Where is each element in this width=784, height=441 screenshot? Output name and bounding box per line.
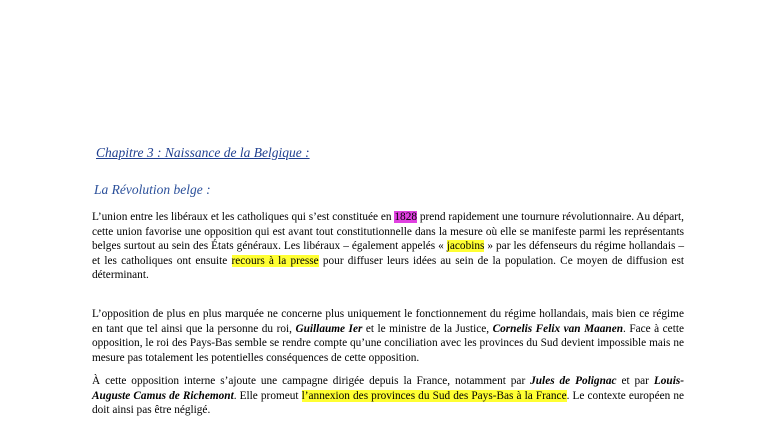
person-name: Jules de Polignac	[530, 375, 617, 387]
paragraph-text: et par	[616, 375, 654, 387]
paragraph-text: » par les défenseurs du régime hollandais – et les catholiques ont ensuite	[92, 240, 684, 267]
person-name: Louis-Auguste Camus de Richemont	[92, 375, 684, 402]
paragraph-text: . Face à cette opposition, le roi des Pays-Bas semble se rendre compte qu’une conciliation avec les provinces du Sud devient impossible mais ne mesure pas totalement les potentielles conséquences de cette opposition.	[92, 322, 684, 364]
paragraph-2	[92, 307, 684, 365]
paragraph-text: . Elle promeut	[233, 389, 302, 402]
section-title: La Révolution belge :	[94, 182, 211, 197]
person-name: Guillaume Ier	[295, 322, 363, 335]
paragraph-text: L’opposition de plus en plus marquée ne concerne plus uniquement le fonctionnement du régime hollandais, mais bien ce régime en tant que tel ainsi que la personne du roi,	[92, 308, 684, 335]
chapter-title: Chapitre 3 : Naissance de la Belgique :	[96, 145, 310, 160]
paragraph-text: L’union entre les libéraux et les catholiques qui s’est constituée en	[92, 211, 395, 223]
highlight-jacobins: jacobins	[446, 240, 485, 253]
paragraph-3	[92, 374, 684, 418]
highlight-annexation: l’annexion des provinces du Sud des Pays-Bas à la France	[301, 389, 567, 402]
highlight-year: 1828	[394, 211, 417, 223]
paragraph-text: À cette opposition interne s’ajoute une campagne dirigée depuis la France, notamment par	[92, 375, 531, 387]
highlight-press: recours à la presse	[231, 254, 319, 267]
paragraph-1	[92, 210, 684, 283]
paragraph-text: pour diffuser leurs idées au sein de la population. Ce moyen de diffusion est déterminant.	[92, 254, 684, 282]
paragraph-text: . Le contexte européen ne doit ainsi pas être négligé.	[92, 389, 684, 417]
paragraph-text: et le ministre de la Justice,	[362, 322, 493, 335]
paragraph-text: prend rapidement une tournure révolutionnaire. Au départ, cette union favorise une opposition qui est avant tout constitutionnelle dans la mesure où elle se manifeste parmi les représentants belges surtout au sein des États généraux. Les libéraux – également appelés «	[92, 211, 684, 253]
person-name: Cornelis Felix van Maanen	[492, 322, 623, 335]
